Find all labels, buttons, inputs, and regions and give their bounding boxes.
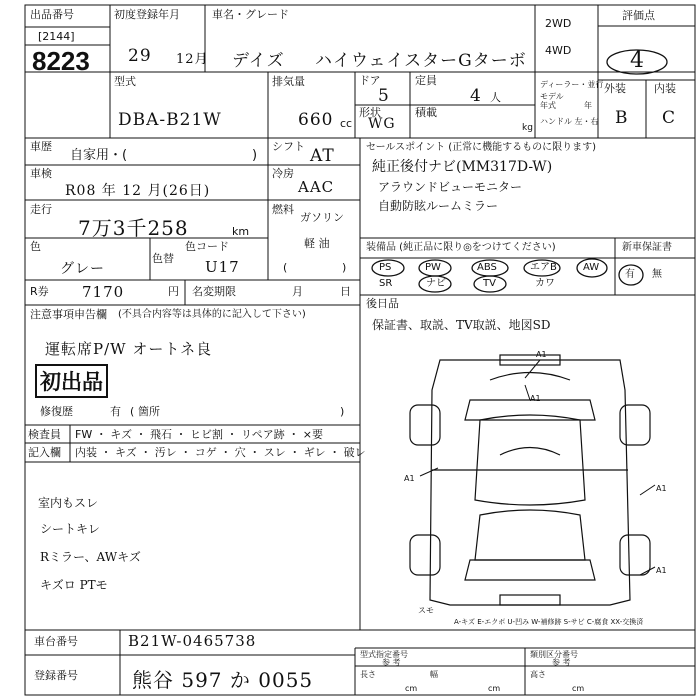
history-label: 車歴 bbox=[30, 140, 52, 153]
handle-label: ハンドル 左・右 bbox=[540, 117, 599, 126]
damage-mark-3: A1 bbox=[404, 474, 415, 483]
mileage-value: 7万3千258 bbox=[78, 216, 189, 240]
height-unit: cm bbox=[572, 684, 585, 693]
first-listing-stamp: 初出品 bbox=[35, 364, 108, 398]
damage-legend: A-キズ E-エクボ U-凹み W-補修跡 S-サビ C-腐食 XX-交換済 bbox=[454, 618, 644, 626]
doors-label: ドア bbox=[359, 74, 381, 87]
drive-2wd: 2WD bbox=[545, 17, 572, 30]
height-label: 高さ bbox=[530, 670, 546, 679]
hand-note-3: Rミラー、AWキズ bbox=[40, 550, 141, 564]
post-install-title: 後日品 bbox=[366, 297, 399, 310]
exterior-label: 外装 bbox=[604, 82, 626, 95]
notes-title: 注意事項申告欄 bbox=[30, 308, 107, 321]
length-label: 長さ bbox=[360, 670, 376, 679]
equip-aw: AW bbox=[583, 262, 600, 273]
first-reg-month: 12月 bbox=[176, 52, 209, 67]
equipment-title: 装備品 (純正品に限り◎をつけてください) bbox=[366, 242, 556, 253]
entry-label: 記入欄 bbox=[28, 446, 61, 459]
load-unit: kg bbox=[522, 123, 533, 133]
damage-mark-6: スモ bbox=[418, 606, 434, 615]
car-name-label: 車名・グレード bbox=[212, 8, 289, 21]
model-year-label1: モデル bbox=[540, 92, 564, 101]
damage-mark-5: A1 bbox=[656, 566, 667, 575]
width-unit: cm bbox=[488, 684, 501, 693]
interior-label: 内装 bbox=[654, 82, 676, 95]
load-label: 積載 bbox=[415, 106, 437, 119]
repair-paren-close: ) bbox=[340, 405, 345, 418]
eval-label: 評価点 bbox=[622, 9, 655, 22]
history-close: ) bbox=[252, 148, 258, 163]
lot-number: 8223 bbox=[32, 46, 90, 76]
equip-abs: ABS bbox=[477, 262, 497, 273]
shape-value: WG bbox=[368, 116, 396, 132]
chassis-value: B21W-0465738 bbox=[128, 632, 257, 650]
shape-label: 形状 bbox=[359, 106, 381, 119]
name-change-day: 日 bbox=[340, 285, 351, 298]
notes-text: 運転席P/W オートネ良 bbox=[45, 340, 213, 358]
displacement-unit: cc bbox=[340, 117, 353, 130]
warranty-no: 無 bbox=[652, 269, 662, 280]
aircon-label: 冷房 bbox=[272, 167, 294, 180]
equip-ps: PS bbox=[379, 262, 392, 273]
mileage-unit: km bbox=[232, 225, 250, 238]
paren-close: ) bbox=[342, 261, 347, 274]
model-year-label2: 年式 bbox=[540, 101, 556, 110]
chassis-label: 車台番号 bbox=[34, 635, 78, 648]
color-label: 色 bbox=[30, 240, 41, 253]
class-ref: 参 考 bbox=[552, 658, 571, 667]
repair-value: 有 bbox=[110, 405, 121, 418]
car-name: デイズ bbox=[232, 51, 285, 71]
color-code-label: 色コード bbox=[185, 240, 229, 253]
color-change-label: 色替 bbox=[152, 252, 174, 265]
type-approval-ref: 参 考 bbox=[382, 658, 401, 667]
history-value: 自家用・( bbox=[70, 148, 128, 163]
model-label: 型式 bbox=[114, 75, 136, 88]
first-reg-label: 初度登録年月 bbox=[114, 8, 180, 21]
first-reg-year: 29 bbox=[128, 46, 152, 66]
grade: ハイウェイスターGターボ bbox=[315, 51, 527, 71]
equip-sr: SR bbox=[379, 278, 393, 289]
color-value: グレー bbox=[60, 261, 105, 277]
model-year-unit: 年 bbox=[584, 101, 592, 110]
eval-score: 4 bbox=[630, 48, 645, 73]
repair-label: 修復歴 bbox=[40, 405, 73, 418]
inspector-label: 検査員 bbox=[28, 428, 61, 441]
shift-label: シフト bbox=[272, 140, 305, 153]
inspector-row-2: 内装 ・ キズ ・ 汚レ ・ コゲ ・ 穴 ・ スレ ・ ギレ ・ 破レ bbox=[75, 446, 366, 459]
recycle-unit: 円 bbox=[168, 285, 179, 298]
capacity-label: 定員 bbox=[415, 74, 437, 87]
notes-subtitle: (不具合内容等は具体的に記入して下さい) bbox=[118, 309, 306, 320]
length-unit: cm bbox=[405, 684, 418, 693]
shift-value: AT bbox=[310, 146, 335, 166]
inspection-label: 車検 bbox=[30, 167, 52, 180]
damage-mark-2: A1 bbox=[530, 394, 541, 403]
type-approval-label: 型式指定番号 bbox=[360, 650, 408, 659]
hand-note-2: シートキレ bbox=[40, 522, 100, 536]
hand-note-1: 室内もスレ bbox=[38, 496, 99, 510]
drive-4wd: 4WD bbox=[545, 44, 572, 57]
fuel-gasoline: ガソリン bbox=[300, 211, 344, 224]
fuel-label: 燃料 bbox=[272, 203, 294, 216]
equip-leather: カワ bbox=[535, 278, 555, 289]
class-label: 類別区分番号 bbox=[530, 650, 578, 659]
inspector-row-1: FW ・ キズ ・ 飛石 ・ ヒビ割 ・ リペア跡 ・ ×要 bbox=[75, 428, 323, 441]
mileage-label: 走行 bbox=[30, 203, 52, 216]
name-change-label: 名変期限 bbox=[192, 285, 236, 298]
sales-line-3: 自動防眩ルームミラー bbox=[378, 199, 499, 213]
capacity-value: 4 bbox=[470, 86, 482, 106]
equip-navi: ナビ bbox=[426, 278, 446, 289]
dealer-label: ディーラー・並行 bbox=[540, 80, 604, 89]
equip-tv: TV bbox=[483, 278, 496, 289]
color-code-value: U17 bbox=[205, 258, 240, 276]
warranty-label: 新車保証書 bbox=[622, 242, 672, 253]
doors-value: 5 bbox=[378, 86, 390, 106]
damage-mark-4: A1 bbox=[656, 484, 667, 493]
damage-mark-1: A1 bbox=[536, 350, 547, 359]
warranty-yes: 有 bbox=[625, 269, 635, 280]
post-install-value: 保証書、取説、TV取説、地図SD bbox=[372, 318, 551, 332]
inspection-value: R08 年 12 月(26日) bbox=[65, 183, 211, 199]
plate-label: 登録番号 bbox=[34, 669, 78, 682]
width-label: 幅 bbox=[430, 670, 438, 679]
equip-pw: PW bbox=[425, 262, 441, 273]
lot-label: 出品番号 bbox=[30, 8, 74, 21]
fuel-diesel: 軽 油 bbox=[304, 237, 330, 250]
capacity-unit: 人 bbox=[490, 91, 501, 104]
repair-paren-open: ( bbox=[130, 405, 135, 418]
interior-grade: C bbox=[662, 108, 677, 128]
paren-open: ( bbox=[283, 261, 288, 274]
model-value: DBA-B21W bbox=[118, 110, 222, 130]
sales-title: セールスポイント (正常に機能するものに限ります) bbox=[366, 142, 597, 153]
displacement-label: 排気量 bbox=[272, 75, 305, 88]
sales-line-2: アラウンドビューモニター bbox=[378, 180, 523, 194]
aircon-value: AAC bbox=[298, 178, 335, 196]
equip-airbag: エアB bbox=[530, 262, 557, 273]
repair-unit: 箇所 bbox=[138, 405, 160, 418]
name-change-month: 月 bbox=[292, 285, 303, 298]
lot-code: [2144] bbox=[38, 30, 75, 43]
recycle-value: 7170 bbox=[82, 283, 125, 301]
car-diagram bbox=[410, 355, 650, 605]
recycle-label: R券 bbox=[30, 285, 49, 298]
displacement-value: 660 bbox=[298, 110, 334, 130]
exterior-grade: B bbox=[615, 108, 629, 128]
sales-line-1: 純正後付ナビ(MM317D-W) bbox=[372, 159, 553, 175]
hand-note-4: キズロ PTモ bbox=[40, 578, 108, 592]
plate-value: 熊谷 597 か 0055 bbox=[132, 668, 314, 692]
